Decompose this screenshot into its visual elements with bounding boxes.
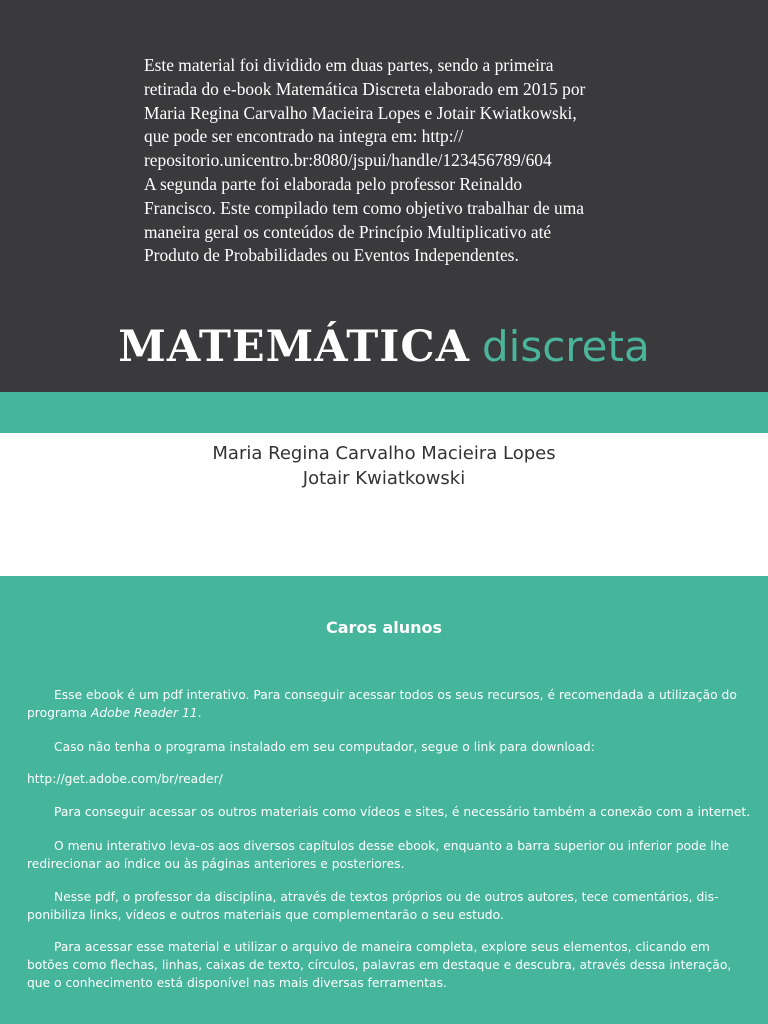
intro-line: Francisco. Este compilado tem como objetivo trabalhar de uma (144, 197, 584, 218)
authors-block (0, 441, 768, 491)
notice-paragraph-3 (27, 803, 751, 821)
intro-line: maneira geral os conteúdos de Princípio Multiplicativo até (144, 221, 552, 242)
author-name: Maria Regina Carvalho Macieira Lopes (212, 443, 556, 464)
intro-line: repositorio.unicentro.br:8080/jspui/handle/123456789/604 (144, 150, 552, 171)
intro-line: que pode ser encontrado na integra em: http:// (144, 126, 464, 147)
notice-paragraph-4 (27, 837, 747, 873)
intro-paragraph (144, 54, 654, 268)
paragraph-line: Para conseguir acessar os outros materiais como vídeos e sites, é necessário também a conexão com a internet. (54, 805, 751, 819)
paragraph-line: O menu interativo leva-os aos diversos capítulos desse ebook, enquanto a barra superior ou inferior pode lhe (54, 839, 730, 853)
intro-line: Maria Regina Carvalho Macieira Lopes e Jotair Kwiatkowski, (144, 102, 577, 123)
paragraph-line: que o conhecimento está disponível nas mais diversas ferramentas. (27, 976, 447, 990)
book-title-accent: discreta (482, 322, 650, 371)
notice-paragraph-6 (27, 938, 747, 992)
paragraph-line: ponibiliza links, vídeos e outros materiais que complementarão o seu estudo. (27, 908, 504, 922)
notice-heading: Caros alunos (325, 618, 443, 637)
intro-line: Produto de Probabilidades ou Eventos Independentes. (144, 245, 519, 266)
teal-divider-band (0, 392, 768, 433)
paragraph-line: redirecionar ao índice ou às páginas anteriores e posteriores. (27, 857, 405, 871)
intro-line: A segunda parte foi elaborada pelo professor Reinaldo (144, 173, 523, 194)
notice-paragraph-1 (27, 686, 747, 722)
book-title (0, 322, 768, 372)
paragraph-line: Nesse pdf, o professor da disciplina, através de textos próprios ou de outros autores, tece comentários, dis- (54, 890, 719, 904)
notice-paragraph-5 (27, 888, 747, 924)
paragraph-text: programa (27, 706, 91, 720)
adobe-reader-name: Adobe Reader 11 (90, 706, 198, 720)
notice-paragraph-2 (27, 738, 747, 756)
intro-line: retirada do e-book Matemática Discreta elaborado em 2015 por (144, 78, 586, 99)
author-name: Jotair Kwiatkowski (302, 468, 466, 489)
paragraph-line: botões como flechas, linhas, caixas de texto, círculos, palavras em destaque e descubra, através dessa interação, (27, 958, 732, 972)
paragraph-line: Para acessar esse material e utilizar o arquivo de maneira completa, explore seus elementos, clicando em (54, 940, 710, 954)
paragraph-text: . (197, 706, 202, 720)
paragraph-line (27, 704, 747, 722)
adobe-download-link[interactable]: http://get.adobe.com/br/reader/ (27, 772, 223, 786)
notice-download-link-block (27, 770, 747, 788)
paragraph-line: Esse ebook é um pdf interativo. Para conseguir acessar todos os seus recursos, é recomendada a utilização do (54, 688, 737, 702)
book-title-main: MATEMÁTICA (118, 322, 470, 372)
paragraph-line: Caso não tenha o programa instalado em seu computador, segue o link para download: (54, 740, 595, 754)
intro-line: Este material foi dividido em duas partes, sendo a primeira (144, 55, 554, 75)
